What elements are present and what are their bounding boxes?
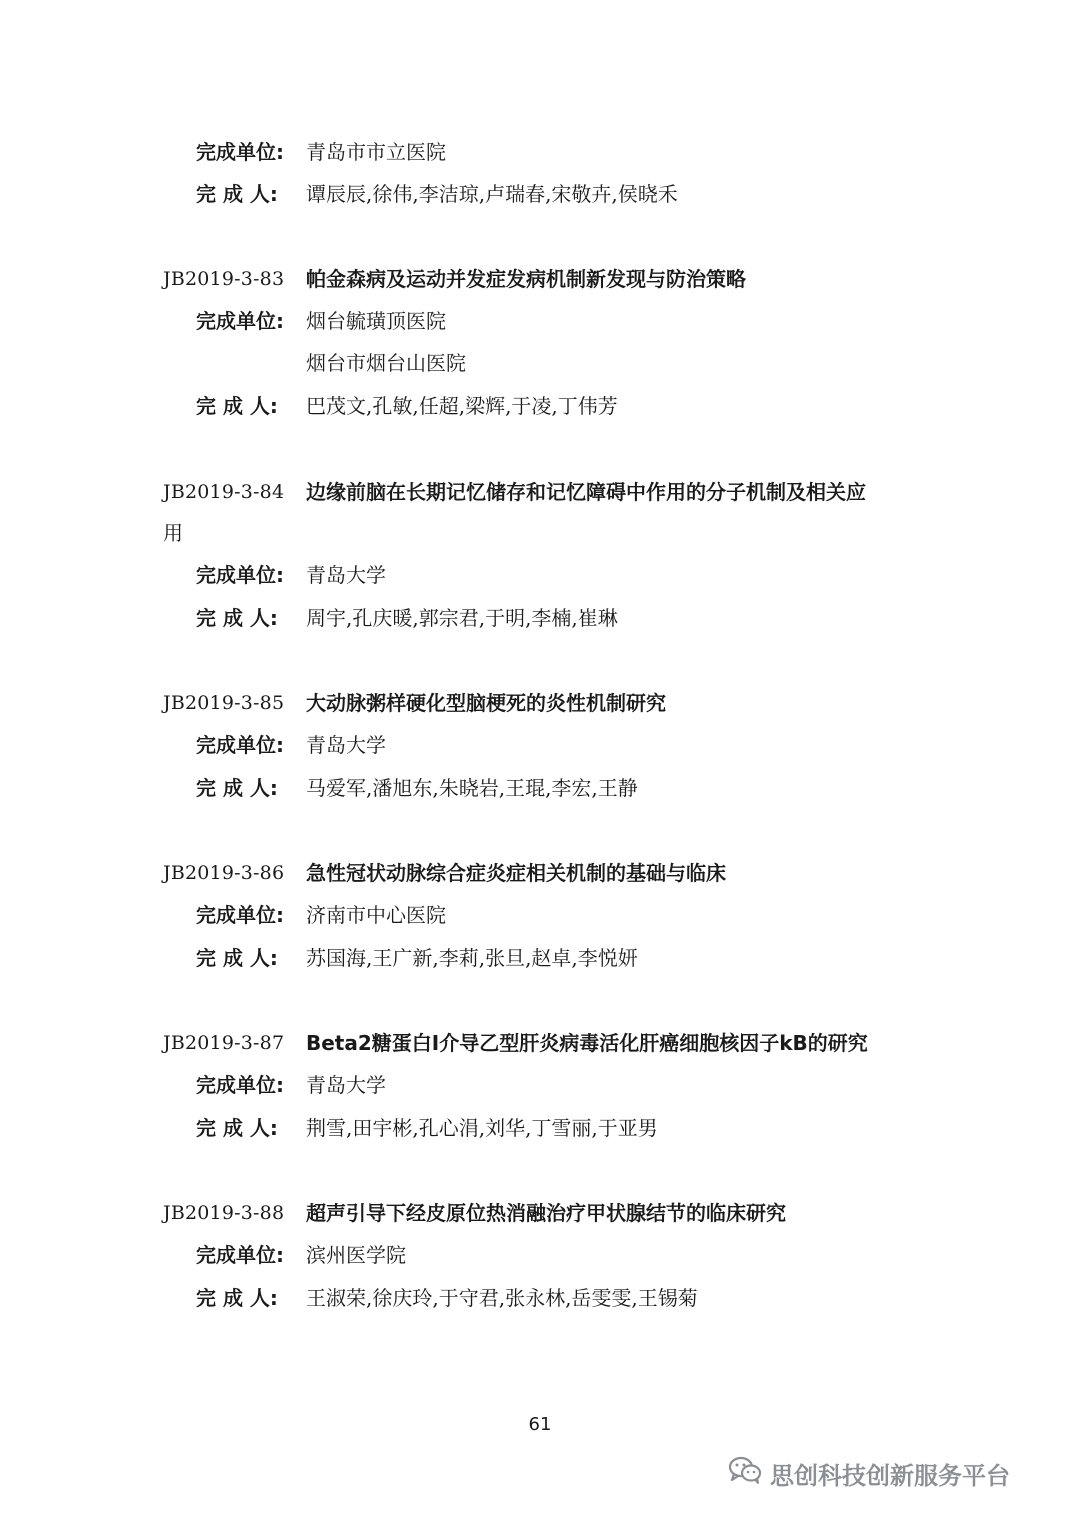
entry-code: JB2019-3-83 — [163, 268, 285, 290]
unit-label: 完成单位: — [196, 1073, 284, 1097]
unit-label: 完成单位: — [196, 563, 284, 587]
people-value: 马爱军,潘旭东,朱晓岩,王琨,李宏,王静 — [306, 776, 638, 800]
people-label: 完 成 人: — [196, 1116, 278, 1140]
page-number: 61 — [528, 1414, 552, 1435]
entry-title: 超声引导下经皮原位热消融治疗甲状腺结节的临床研究 — [306, 1201, 786, 1225]
entry-code: JB2019-3-85 — [163, 692, 285, 714]
unit-value: 烟台市烟台山医院 — [306, 351, 466, 375]
people-value: 荆雪,田宇彬,孔心涓,刘华,丁雪丽,于亚男 — [306, 1116, 658, 1140]
people-label: 完 成 人: — [196, 394, 278, 418]
entry-code: JB2019-3-88 — [163, 1202, 285, 1224]
entry-title: 帕金森病及运动并发症发病机制新发现与防治策略 — [306, 267, 746, 291]
people-value: 巴茂文,孔敏,任超,梁辉,于凌,丁伟芳 — [306, 394, 618, 418]
unit-value: 烟台毓璜顶医院 — [306, 309, 446, 333]
entry-code: JB2019-3-84 — [163, 481, 285, 503]
unit-label: 完成单位: — [196, 903, 284, 927]
people-label: 完 成 人: — [196, 606, 278, 630]
unit-label: 完成单位: — [196, 733, 284, 757]
wechat-icon — [728, 1455, 762, 1491]
people-value: 苏国海,王广新,李莉,张旦,赵卓,李悦妍 — [306, 946, 638, 970]
people-value: 谭辰辰,徐伟,李洁琼,卢瑞春,宋敬卉,侯晓禾 — [306, 182, 678, 206]
watermark-text: 思创科技创新服务平台 — [770, 1461, 1010, 1490]
unit-label: 完成单位: — [196, 1243, 284, 1267]
watermark — [728, 1455, 1010, 1491]
unit-value: 滨州医学院 — [306, 1243, 406, 1267]
entry-code: JB2019-3-86 — [163, 862, 285, 884]
unit-label: 完成单位: — [196, 309, 284, 333]
unit-value: 青岛大学 — [306, 1073, 386, 1097]
people-label: 完 成 人: — [196, 1286, 278, 1310]
people-value: 周宇,孔庆暖,郭宗君,于明,李楠,崔琳 — [306, 606, 618, 630]
unit-value: 济南市中心医院 — [306, 903, 446, 927]
entry-title: 急性冠状动脉综合症炎症相关机制的基础与临床 — [306, 861, 726, 885]
entry-title: 大动脉粥样硬化型脑梗死的炎性机制研究 — [306, 691, 666, 715]
entry-title: 边缘前脑在长期记忆储存和记忆障碍中作用的分子机制及相关应 — [306, 480, 866, 504]
unit-value: 青岛大学 — [306, 563, 386, 587]
entry-code: JB2019-3-87 — [163, 1032, 285, 1054]
people-label: 完 成 人: — [196, 182, 278, 206]
people-value: 王淑荣,徐庆玲,于守君,张永林,岳雯雯,王锡菊 — [306, 1286, 698, 1310]
entry-title-cont: 用 — [163, 521, 183, 545]
unit-value: 青岛大学 — [306, 733, 386, 757]
people-label: 完 成 人: — [196, 776, 278, 800]
unit-value: 青岛市市立医院 — [306, 140, 446, 164]
unit-label: 完成单位: — [196, 140, 284, 164]
people-label: 完 成 人: — [196, 946, 278, 970]
entry-title: Beta2糖蛋白Ⅰ介导乙型肝炎病毒活化肝癌细胞核因子kB的研究 — [306, 1031, 868, 1055]
